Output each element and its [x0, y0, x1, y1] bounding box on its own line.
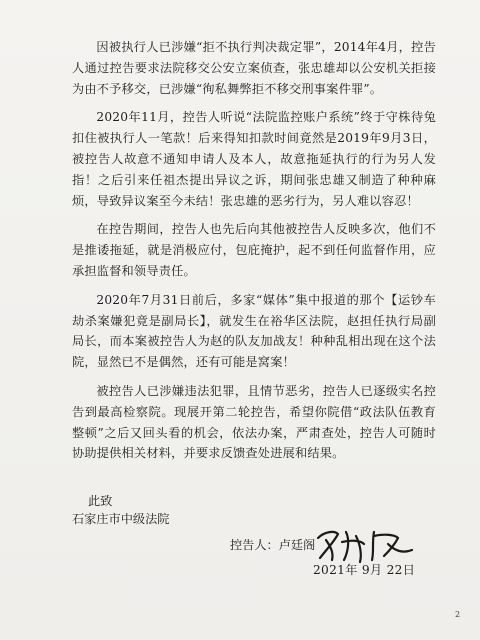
handwritten-signature: [308, 522, 418, 566]
page-number: 2: [455, 610, 461, 619]
paragraph-3: 在控告期间，控告人也先后向其他被控告人反映多次，他们不是推诿拖延，就是消极应付，包庇掩护，起不到任何监督作用，应承担监督和领导责任。: [72, 222, 436, 278]
paragraph-2: 2020年11月，控告人听说“法院监控账户系统”终于守株待兔扣住被执行人一笔款！后来得知扣款时间竟然是2019年9月3日，被控告人故意不通知申请人及本人，故意拖延执行的行为另人发指！之后引来任祖杰提出异议之诉，期间张忠雄又制造了种种麻烦，导致异议案至今未结！张忠雄的恶劣行为，另人难以容忍！: [72, 110, 436, 208]
paragraph-4: 2020年7月31日前后，多家“媒体”集中报道的那个【运钞车劫杀案嫌犯竟是副局长】，就发生在裕华区法院，赵担任执行局副局长，而本案被控告人为赵的队友加战友！种种乱相出现在这个法院，显然已不是偶然，还有可能是窝案！: [72, 292, 436, 370]
signing-date: 2021年 9月 22日: [313, 563, 416, 577]
paragraph-1: 因被执行人已涉嫌“拒不执行判决裁定罪”，2014年4月，控告人通过控告要求法院移交公安立案侦查，张忠雄却以公安机关拒接为由不予移交，已涉嫌“徇私舞弊拒不移交刑事案件罪”。: [72, 40, 436, 96]
paragraph-5: 被控告人已涉嫌违法犯罪，且情节恶劣，控告人已逐级实名控告到最高检察院。现展开第二轮控告，希望你院借“政法队伍教育整顿”之后又回头看的机会，依法办案，严肃查处，控告人可随时协助提供相关材料，并要求反馈查处进展和结果。: [72, 383, 436, 461]
closing-salutation: 此致: [88, 494, 113, 508]
signer-label: 控告人：卢廷阁: [230, 538, 316, 552]
letter-body: [72, 37, 436, 472]
recipient-name: 石家庄市中级法院: [72, 512, 170, 526]
